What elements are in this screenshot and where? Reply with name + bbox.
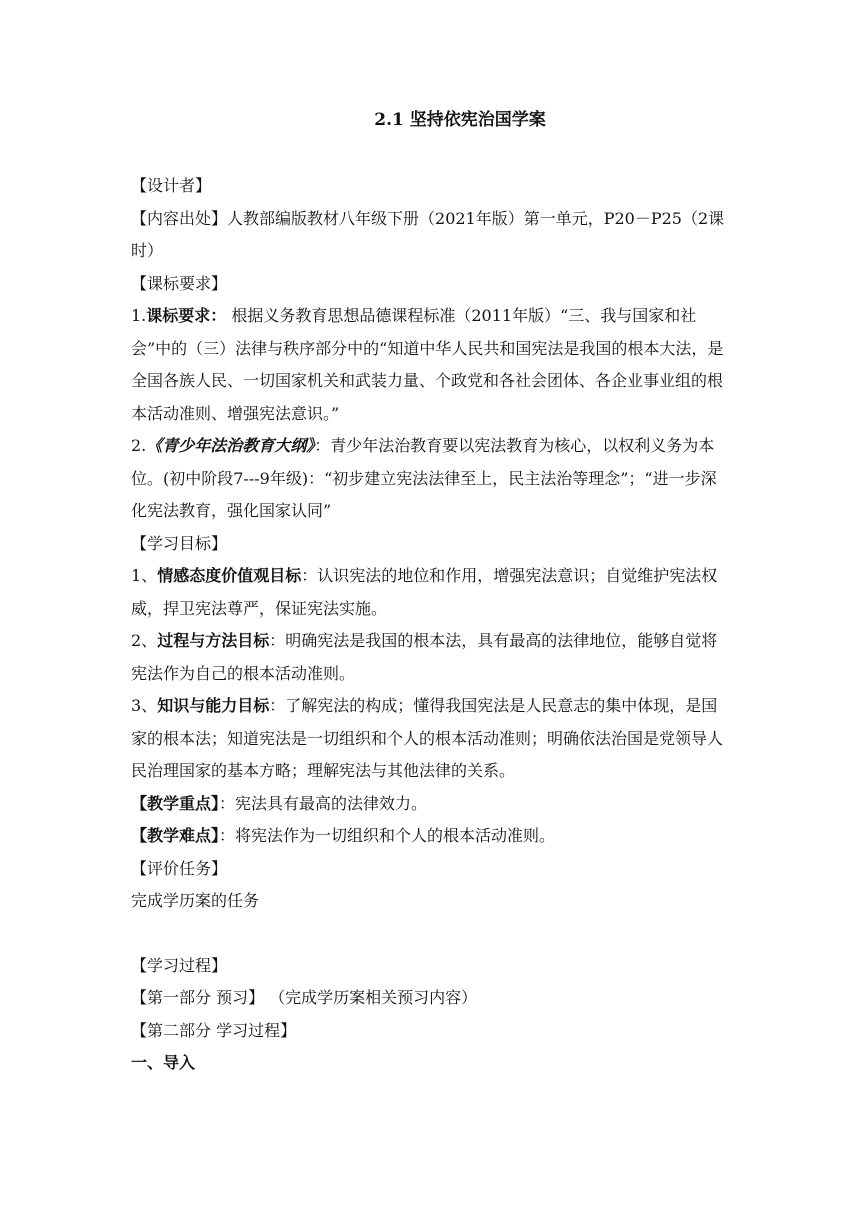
- standard-1-label: 课标要求：: [146, 306, 227, 325]
- part-1-label: 【第一部分 预习】: [131, 988, 265, 1007]
- source-line: [131, 203, 731, 268]
- difficulty-text: ：将宪法作为一切组织和个人的根本活动准则。: [219, 826, 556, 845]
- source-text: 人教部编版教材八年级下册（2021年版）第一单元，P20－P25（2课时）: [131, 208, 725, 260]
- goals-heading: 【学习目标】: [131, 533, 228, 553]
- goal-1-num: 1、: [131, 566, 158, 585]
- standard-2-label: 《青少年法治教育大纲》: [146, 436, 315, 455]
- goal-2: [131, 625, 731, 690]
- standard-2-text: ：青少年法治教育要以宪法教育为核心，以权利义务为本位。(初中阶段7---9年级)：“初步建立宪法法律至上，民主法治等理念”；“进一步深化宪法教育，强化国家认同”: [131, 436, 717, 520]
- goal-1-text: ：认识宪法的地位和作用，增强宪法意识；自觉维护宪法权威，捍卫宪法尊严，保证宪法实施。: [131, 566, 718, 618]
- part-2: 【第二部分 学习过程】: [131, 1020, 297, 1040]
- standards-heading: 【课标要求】: [131, 273, 228, 293]
- key-point: [131, 788, 731, 821]
- goal-2-label: 过程与方法目标: [157, 631, 270, 650]
- goal-2-text: ：明确宪法是我国的根本法，具有最高的法律地位，能够自觉将宪法作为自己的根本活动准则。: [131, 631, 718, 683]
- standard-1-num: 1.: [131, 306, 147, 325]
- goal-3-text: ：了解宪法的构成；懂得我国宪法是人民意志的集中体现，是国家的根本法；知道宪法是一切组织和个人的根本活动准则；明确依法治国是党领导人民治理国家的基本方略；理解宪法与其他法律的关系。: [131, 696, 724, 780]
- standard-2: [131, 430, 731, 528]
- difficulty-label: 【教学难点】: [131, 826, 220, 845]
- eval-text: 完成学历案的任务: [131, 891, 260, 910]
- process-heading: 【学习过程】: [131, 955, 228, 975]
- document-title: 2.1 坚持依宪治国学案: [374, 110, 546, 130]
- standard-1: [131, 300, 731, 430]
- standard-1-text: 根据义务教育思想品德课程标准（2011年版）“三、我与国家和社会”中的（三）法律与秩序部分中的“知道中华人民共和国宪法是我国的根本大法，是全国各族人民、一切国家机关和武装力量、个政党和各社会团体、各企业事业组的根本活动准则、增强宪法意识。”: [131, 306, 724, 423]
- goal-1: [131, 560, 731, 625]
- standard-2-num: 2.: [131, 436, 147, 455]
- source-label: 【内容出处】: [131, 208, 228, 228]
- key-point-text: ：宪法具有最高的法律效力。: [219, 793, 428, 813]
- goal-1-label: 情感态度价值观目标: [157, 566, 302, 585]
- part-1: [131, 982, 731, 1015]
- blank-line: [131, 918, 731, 950]
- document-body: [131, 170, 731, 1080]
- goal-2-num: 2、: [131, 631, 158, 650]
- designer-line: 【设计者】: [131, 176, 212, 195]
- goal-3-num: 3、: [131, 696, 158, 715]
- section-1-heading: 一、导入: [131, 1053, 196, 1072]
- key-point-label: 【教学重点】: [131, 793, 220, 813]
- eval-heading: 【评价任务】: [131, 858, 228, 878]
- part-1-text: （完成学历案相关预习内容）: [264, 988, 478, 1007]
- goal-3: [131, 690, 731, 788]
- difficulty-point: [131, 820, 731, 853]
- goal-3-label: 知识与能力目标: [157, 696, 270, 715]
